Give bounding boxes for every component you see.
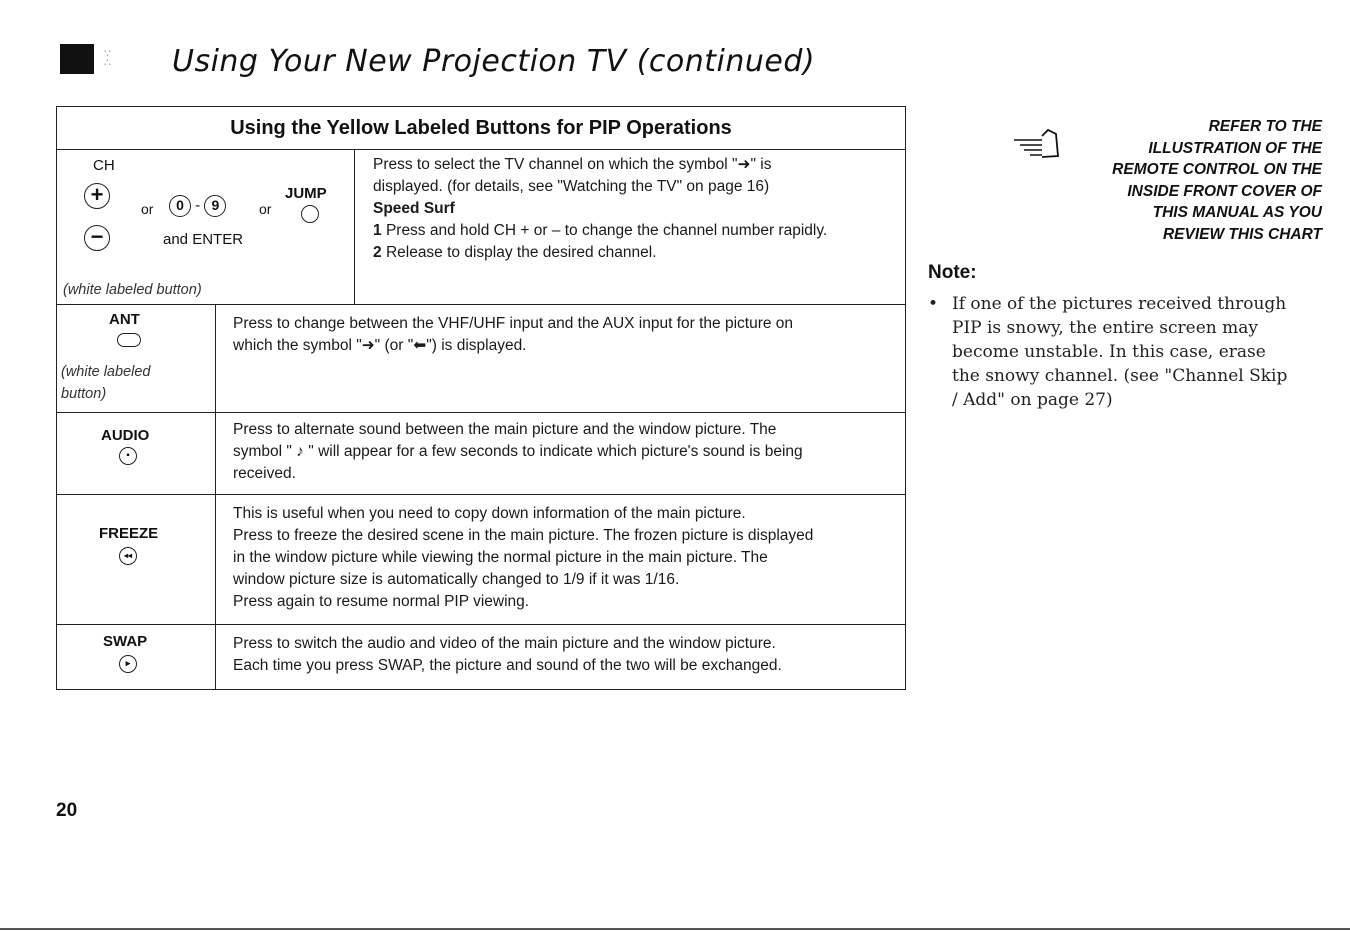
step-text: Press and hold CH + or – to change the channel number rapidly.	[385, 222, 828, 239]
audio-button-icon: ▪	[119, 447, 137, 465]
desc-line: symbol " ♪ " will appear for a few seconds to indicate which picture's sound is being	[233, 443, 803, 460]
audio-label: AUDIO	[101, 427, 150, 444]
swap-button-icon: ▸	[119, 655, 137, 673]
table-title: Using the Yellow Labeled Buttons for PIP Operations	[57, 107, 905, 150]
desc-line: Press to select the TV channel on which the symbol "➜" is	[373, 156, 772, 173]
table-row-audio	[57, 413, 905, 495]
step-number: 2	[373, 244, 382, 261]
ant-note	[61, 361, 150, 405]
or-text-1: or	[141, 201, 154, 217]
note-text	[928, 292, 1288, 412]
step-2	[373, 242, 903, 264]
table-row-ch	[57, 149, 905, 305]
ch-label: CH	[93, 157, 115, 174]
table-row-swap	[57, 625, 905, 689]
desc-line: Press to switch the audio and video of the main picture and the window picture.	[233, 635, 776, 652]
digit-range-dash: -	[195, 196, 201, 214]
digit-9-button-icon: 9	[204, 195, 226, 217]
swap-description	[233, 633, 893, 677]
and-enter-text: and ENTER	[163, 231, 244, 248]
jump-button-icon	[301, 205, 319, 223]
ant-description	[233, 313, 893, 357]
desc-line: received.	[233, 465, 296, 482]
note-title: Note:	[928, 262, 977, 283]
note-bullet: •	[928, 294, 939, 314]
white-labeled-note: (white labeled button)	[63, 282, 202, 298]
desc-line: which the symbol "➜" (or "⬅") is displayed.	[233, 337, 527, 354]
header-dots-icon: ∵ ∴	[104, 48, 112, 69]
freeze-label: FREEZE	[99, 525, 159, 542]
page-title: Using Your New Projection TV (continued)	[172, 44, 816, 79]
desc-line: Press to alternate sound between the main picture and the window picture. The	[233, 421, 777, 438]
desc-line: Press to change between the VHF/UHF input and the AUX input for the picture on	[233, 315, 794, 332]
refer-line: THIS MANUAL AS YOU	[1152, 204, 1322, 221]
ch-minus-button-icon: −	[84, 225, 110, 251]
table-row-freeze	[57, 495, 905, 625]
note-line: (white labeled	[61, 364, 151, 380]
desc-line: displayed. (for details, see "Watching the TV" on page 16)	[373, 178, 770, 195]
or-text-2: or	[259, 201, 272, 217]
freeze-description	[233, 503, 903, 613]
ch-description	[373, 154, 903, 264]
refer-line: REFER TO THE	[1208, 118, 1322, 135]
refer-note	[1072, 116, 1322, 245]
desc-line: Press to freeze the desired scene in the main picture. The frozen picture is displayed	[233, 527, 814, 544]
refer-line: REVIEW THIS CHART	[1162, 225, 1322, 243]
swap-label: SWAP	[103, 633, 148, 650]
ch-plus-button-icon: +	[84, 183, 110, 209]
header-marker-icon	[60, 44, 94, 74]
audio-description	[233, 419, 893, 485]
desc-line: in the window picture while viewing the normal picture in the main picture. The	[233, 549, 768, 566]
desc-line: This is useful when you need to copy down information of the main picture.	[233, 505, 746, 522]
pip-buttons-table	[56, 106, 906, 690]
ant-button-icon	[117, 333, 141, 347]
refer-line: INSIDE FRONT COVER OF	[1127, 182, 1322, 200]
desc-line: window picture size is automatically changed to 1/9 if it was 1/16.	[233, 571, 680, 588]
ant-label: ANT	[109, 311, 140, 328]
step-1	[373, 220, 903, 242]
step-text: Release to display the desired channel.	[385, 244, 657, 261]
refer-line: REMOTE CONTROL ON THE	[1112, 161, 1322, 178]
freeze-button-icon: ◂◂	[119, 547, 137, 565]
note-line: button)	[61, 386, 107, 402]
speed-surf-heading: Speed Surf	[373, 200, 455, 217]
refer-line: ILLUSTRATION OF THE	[1148, 139, 1322, 157]
table-row-ant	[57, 305, 905, 413]
page-number: 20	[56, 800, 78, 821]
note-body: If one of the pictures received through PIP is snowy, the entire screen may become unstable. In this case, erase the snowy channel. (see "Channel Skip / Add" on page 27)	[952, 294, 1288, 410]
digit-buttons	[169, 195, 226, 217]
pointing-hand-icon	[1012, 128, 1066, 162]
step-number: 1	[373, 222, 382, 239]
desc-line: Each time you press SWAP, the picture and sound of the two will be exchanged.	[233, 657, 782, 674]
jump-label: JUMP	[285, 185, 327, 202]
bottom-rule	[0, 928, 1350, 930]
digit-0-button-icon: 0	[169, 195, 191, 217]
desc-line: Press again to resume normal PIP viewing.	[233, 593, 530, 610]
